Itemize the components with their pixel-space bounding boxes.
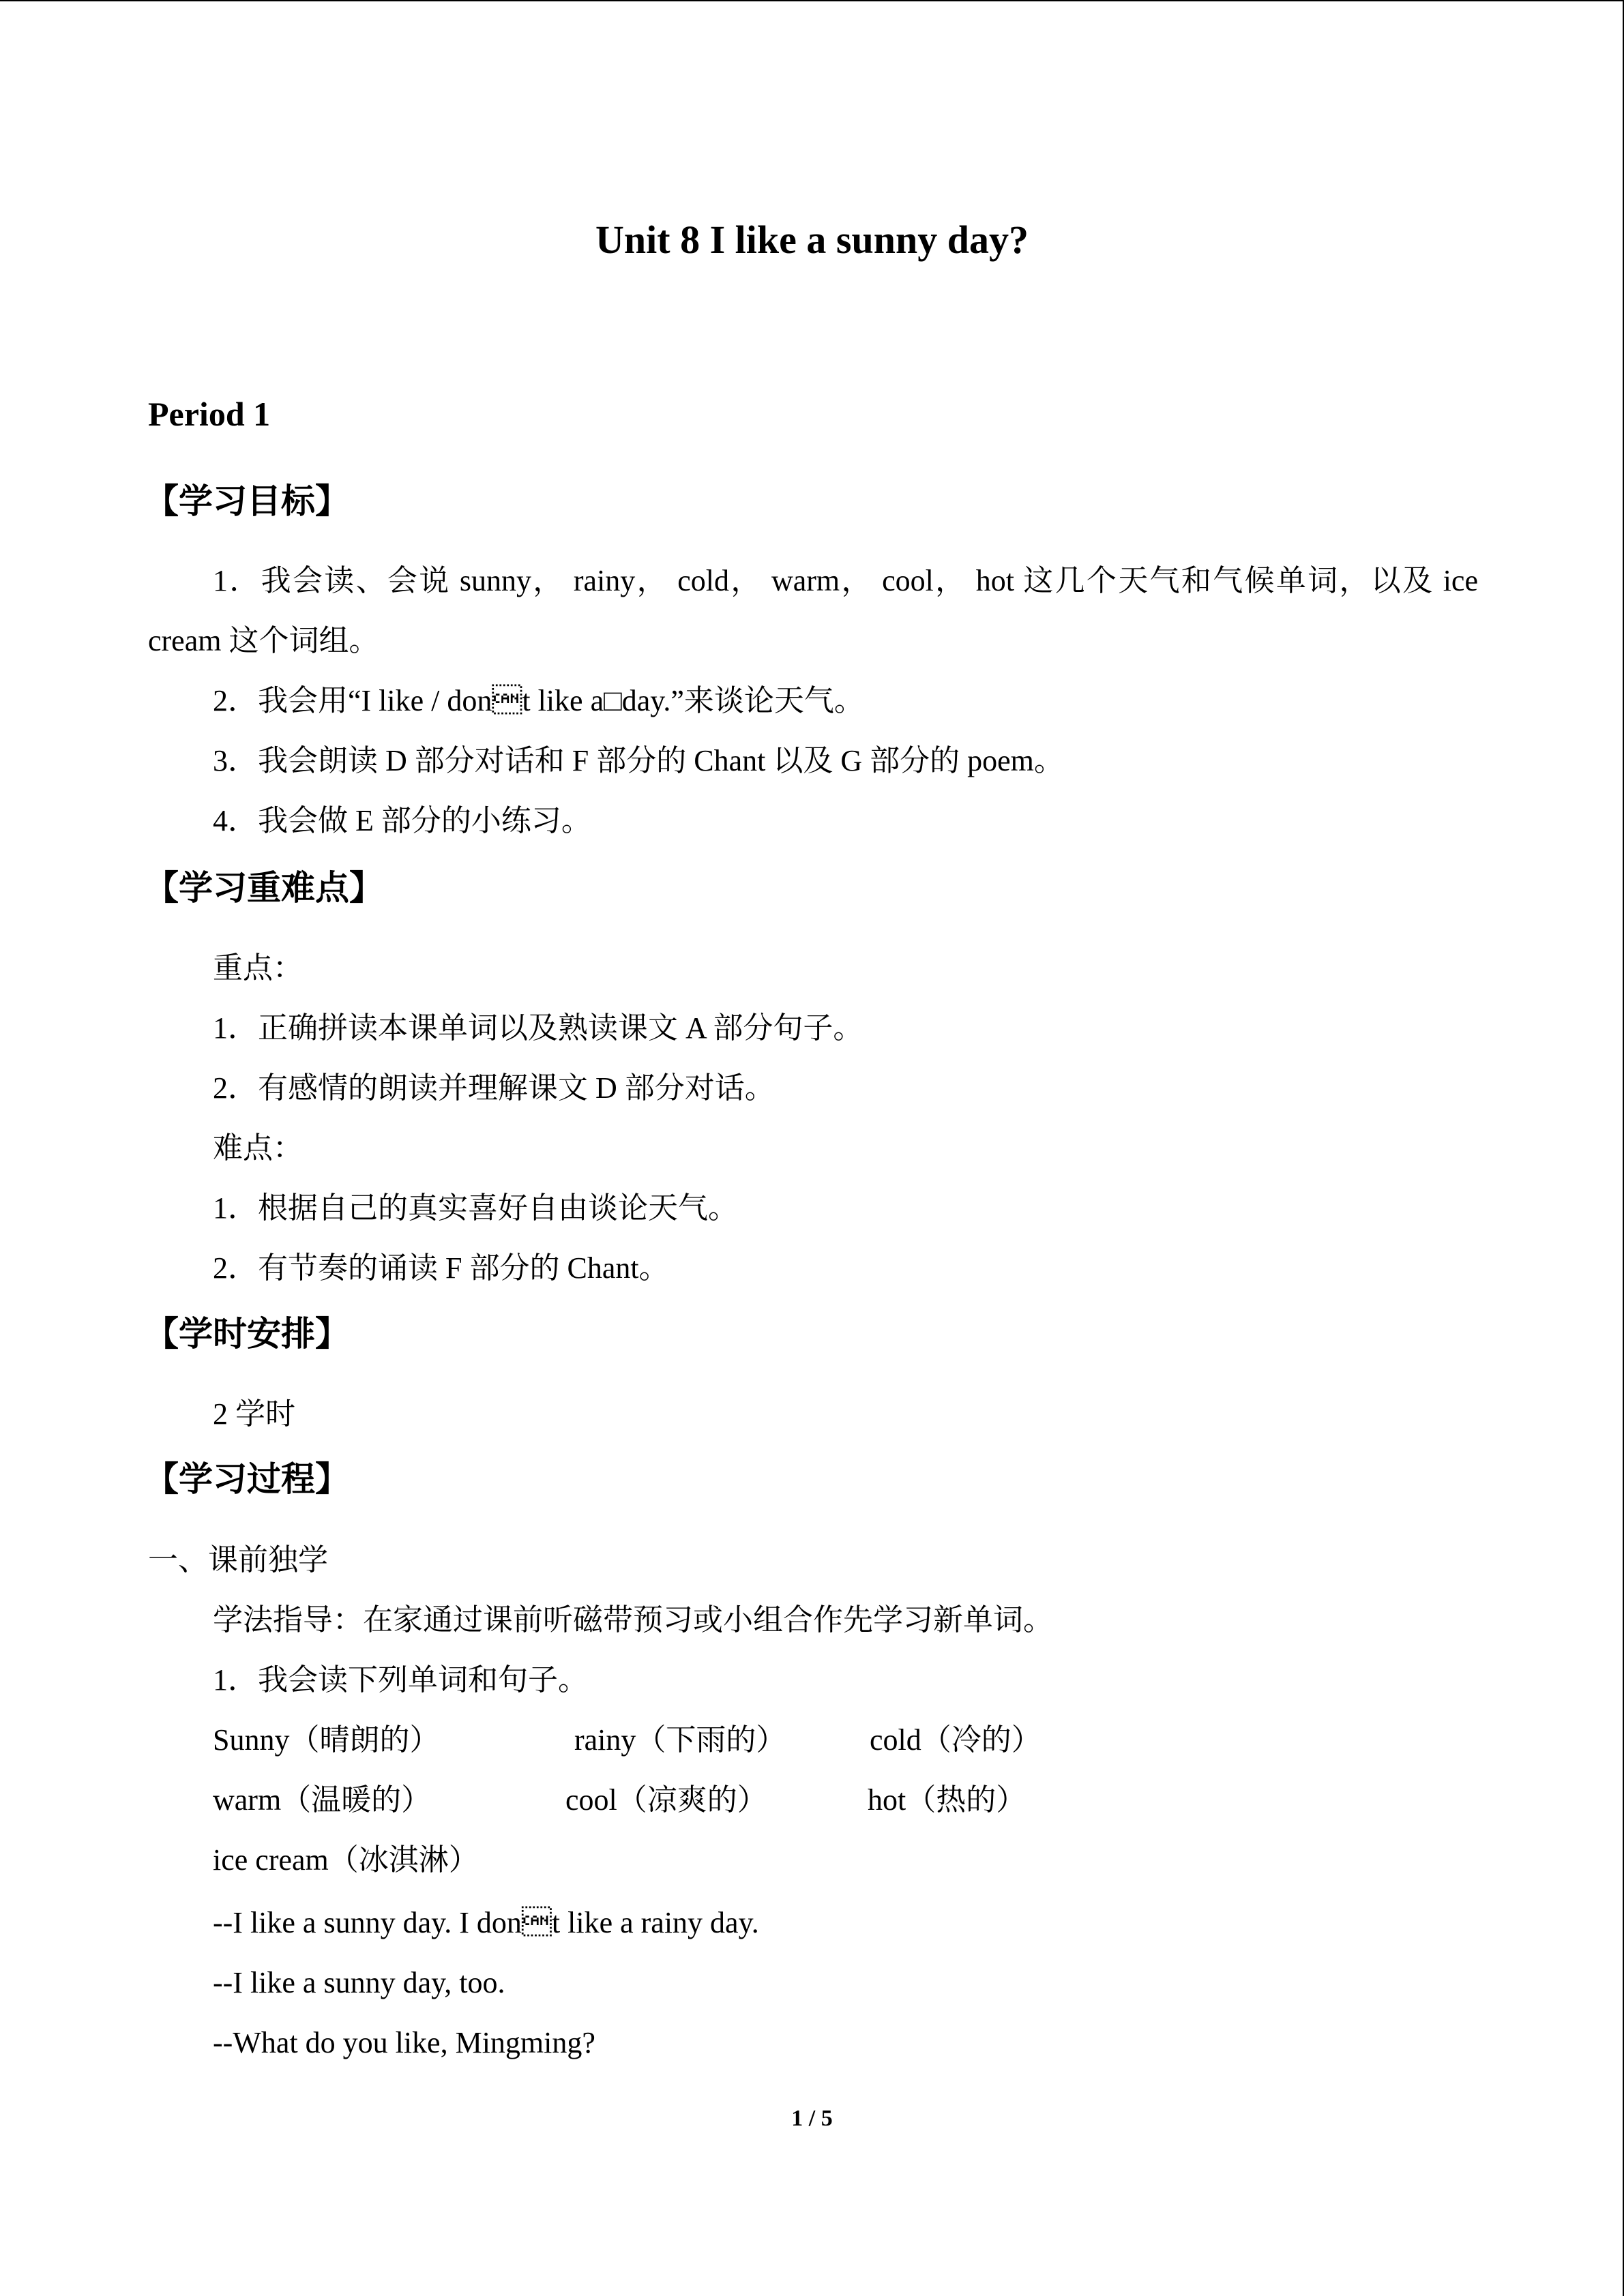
vocab-word: cool（凉爽的）: [565, 1783, 767, 1817]
process-heading: 【学习过程】: [145, 1459, 349, 1499]
difficulty-item-2: 2．有节奏的诵读 F 部分的 Chant。: [213, 1251, 669, 1285]
method-guidance: 学法指导：在家通过课前听磁带预习或小组合作先学习新单词。: [213, 1603, 1053, 1637]
schedule-heading: 【学时安排】: [145, 1314, 349, 1354]
objectives-heading: 【学习目标】: [145, 481, 349, 521]
part-one-heading: 一、课前独学: [148, 1543, 328, 1577]
focus-item-1: 1．正确拼读本课单词以及熟读课文 A 部分句子。: [213, 1011, 863, 1045]
focus-item-2: 2．有感情的朗读并理解课文 D 部分对话。: [213, 1071, 775, 1105]
period-heading: Period 1: [148, 395, 271, 433]
difficulty-item-1: 1．根据自己的真实喜好自由谈论天气。: [213, 1191, 738, 1225]
sentence-1: --I like a sunny day. I dont like a rainy day.: [213, 1906, 759, 1939]
objective-item-1-continued: cream 这个词组。: [148, 624, 379, 657]
objective-item-1: 1．我会读、会说 sunny， rainy， cold， warm， cool， hot 这几个天气和气候单词，以及 ice: [213, 564, 1478, 597]
vocab-word: ice cream（冰淇淋）: [213, 1843, 479, 1877]
page-number: 1 / 5: [791, 2106, 833, 2131]
sentence-2: --I like a sunny day, too.: [213, 1966, 505, 1999]
focus-label: 重点：: [213, 951, 303, 985]
vocab-word: warm（温暖的）: [213, 1783, 432, 1817]
sentence-3: --What do you like, Mingming?: [213, 2026, 595, 2059]
difficulty-label: 难点：: [213, 1131, 303, 1165]
vocab-row-3: [213, 1840, 1304, 1881]
document-title: Unit 8 I like a sunny day?: [595, 218, 1029, 262]
vocab-row-1: [213, 1720, 1304, 1761]
vocab-word: hot（热的）: [868, 1783, 1027, 1817]
vocab-row-2: [213, 1780, 1304, 1821]
objective-item-4: 4．我会做 E 部分的小练习。: [213, 804, 591, 837]
objective-item-3: 3．我会朗读 D 部分对话和 F 部分的 Chant 以及 G 部分的 poem。: [213, 744, 1064, 777]
vocab-word: cold（冷的）: [870, 1723, 1042, 1757]
task-one: 1．我会读下列单词和句子。: [213, 1663, 588, 1697]
objective-item-2: 2．我会用“I like / dont like a□day.”来谈论天气。: [213, 684, 864, 717]
schedule-text: 2 学时: [213, 1397, 295, 1431]
vocab-word: rainy（下雨的）: [574, 1723, 786, 1757]
key-points-heading: 【学习重难点】: [145, 868, 383, 908]
vocab-word: Sunny（晴朗的）: [213, 1723, 440, 1757]
